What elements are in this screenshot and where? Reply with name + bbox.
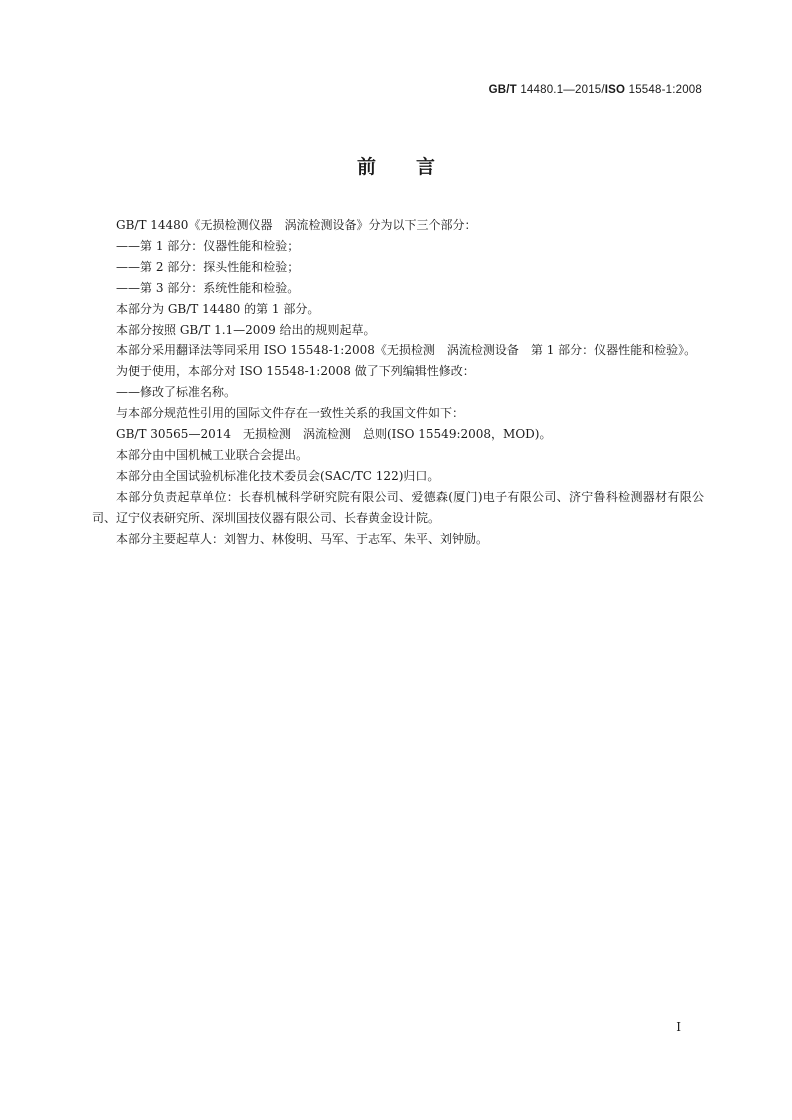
paragraph-drafting-rules: 本部分按照 GB/T 1.1—2009 给出的规则起草。 [116,322,376,337]
foreword-body [92,215,704,550]
paragraph-adoption: 本部分采用翻译法等同采用 ISO 15548-1:2008《无损检测 涡流检测设备 第 1 部分：仪器性能和检验》。 [116,343,697,358]
paragraph-parts-intro: GB/T 14480《无损检测仪器 涡流检测设备》分为以下三个部分： [116,218,477,232]
list-item-part-3: ——第 3 部分：系统性能和检验。 [116,280,300,295]
standard-code-header [489,84,702,96]
standard-code-prefix: GB/T [488,84,517,96]
standard-code-iso-number: 15548-1:2008 [628,84,702,96]
list-item-title-change: ——修改了标准名称。 [116,385,237,400]
paragraph-proposed-by: 本部分由中国机械工业联合会提出。 [116,447,309,462]
paragraph-reference-gbt30565: GB/T 30565—2014 无损检测 涡流检测 总则(ISO 15549:2008，MOD)。 [116,427,552,442]
page-title: 前言 [356,156,475,178]
standard-code-iso: ISO [604,84,626,96]
paragraph-normative-references: 与本部分规范性引用的国际文件存在一致性关系的我国文件如下： [116,406,465,421]
paragraph-under-jurisdiction: 本部分由全国试验机标准化技术委员会(SAC/TC 122)归口。 [116,468,440,483]
paragraph-drafting-units: 本部分负责起草单位：长春机械科学研究院有限公司、爱德森(厦门)电子有限公司、济宁鲁科检测器材有限公司、辽宁仪表研究所、深圳国技仪器有限公司、长春黄金设计院。 [92,489,704,525]
paragraph-editorial-changes: 为便于使用，本部分对 ISO 15548-1:2008 做了下列编辑性修改： [116,364,475,379]
page-number: I [676,1020,681,1034]
paragraph-drafters: 本部分主要起草人：刘智力、林俊明、马军、于志军、朱平、刘钟励。 [116,531,489,546]
list-item-part-1: ——第 1 部分：仪器性能和检验； [116,238,300,253]
standard-code-number: 14480.1—2015/ [520,84,605,96]
list-item-part-2: ——第 2 部分：探头性能和检验； [116,259,300,274]
paragraph-this-part: 本部分为 GB/T 14480 的第 1 部分。 [116,301,320,316]
